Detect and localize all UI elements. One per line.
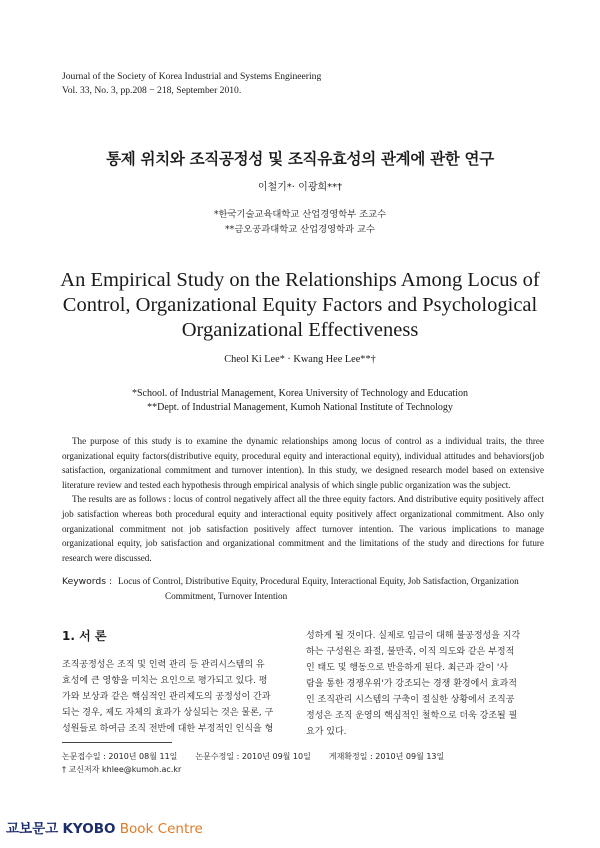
- abstract: [62, 434, 544, 565]
- korean-affiliation-1: *한국기술교육대학교 산업경영학부 조교수: [213, 209, 387, 220]
- watermark-english: KYOBO: [62, 821, 116, 837]
- received-date: 논문접수일 : 2010년 08월 11일: [62, 752, 178, 761]
- body-line: 하는 구성원은 좌절, 불만족, 이직 의도와 같은 부정적: [306, 647, 515, 657]
- korean-affiliations: [0, 207, 600, 237]
- body-line: 되는 경우, 제도 자체의 효과가 상실되는 것은 물론, 구: [62, 708, 274, 718]
- body-line: 인 조직관리 시스템의 구축이 절실한 상황에서 조직공: [306, 695, 515, 705]
- abstract-paragraph-1: The purpose of this study is to examine the dynamic relationships among locus of control as a individual traits, the three organizational equity factors(distributive equity, procedural equity and interactional equity), individual attitudes and behaviors(job satisfaction, organizational commitment and turnover intention). In this study, we designed research model based on extensive literature review and tested each hypothesis through empirical analysis of which single public organization was the subject.: [62, 436, 544, 490]
- revised-date: 논문수정일 : 2010년 09월 10일: [195, 752, 311, 761]
- watermark-sub: Book Centre: [119, 821, 203, 837]
- keywords-line-2: Commitment, Turnover Intention: [165, 591, 288, 601]
- body-line: 조직공정성은 조직 및 인력 관리 등 관리시스템의 유: [62, 660, 265, 670]
- keywords-label: Keywords :: [62, 576, 113, 587]
- english-affiliation-1: *School. of Industrial Management, Korea University of Technology and Education: [132, 388, 468, 399]
- abstract-paragraph-2: The results are as follows : locus of control negatively affect all the three equity factors. And distributive equity positively affect job satisfaction whereas both procedural equity and interactional equity positively affect organizational commitment. Also only organizational commitment not job satisfaction positively affect turnover intention. The various implications to manage organizational equity, job satisfaction and organizational commitment and the limitations of the study and directions for future research were discussed.: [62, 494, 544, 563]
- korean-affiliation-2: **금오공과대학교 산업경영학과 교수: [225, 224, 375, 235]
- body-line: 가와 보상과 같은 핵심적인 관리제도의 공정성이 간과: [62, 692, 271, 702]
- english-affiliations: [0, 387, 600, 415]
- footnote: [62, 750, 444, 776]
- english-affiliation-2: **Dept. of Industrial Management, Kumoh National Institute of Technology: [147, 402, 453, 413]
- keywords: [62, 574, 544, 604]
- english-title: [40, 268, 560, 343]
- journal-name: Journal of the Society of Korea Industrial and Systems Engineering: [62, 71, 322, 82]
- footnote-divider: [62, 742, 172, 743]
- body-line: 성하게 될 것이다. 실제로 임금이 대해 불공정성을 지각: [306, 631, 521, 641]
- body-line: 정성은 조직 운영의 핵심적인 철학으로 더욱 강조될 필: [306, 711, 518, 721]
- korean-title: 통제 위치와 조직공정성 및 조직유효성의 관계에 관한 연구: [106, 150, 494, 168]
- korean-authors: 이철기*· 이광희**†: [257, 182, 343, 193]
- english-title-line: Organizational Effectiveness: [181, 319, 419, 341]
- section-heading: 1. 서 론: [62, 629, 107, 643]
- body-column-right: [306, 628, 538, 740]
- journal-header: [62, 70, 321, 98]
- body-line: 효성에 큰 영향을 미치는 요인으로 평가되고 있다. 평: [62, 676, 268, 686]
- watermark-brand: 교보문고: [6, 821, 59, 837]
- kyobo-watermark: [6, 817, 203, 837]
- accepted-date: 게재확정일 : 2010년 09월 13일: [328, 752, 445, 761]
- keywords-line-1: Locus of Control, Distributive Equity, Procedural Equity, Interactional Equity, Job Satisfaction, Organization: [118, 576, 519, 586]
- body-line: 람을 통한 경쟁우위'가 강조되는 경쟁 환경에서 효과적: [306, 679, 517, 689]
- body-line: 인 태도 및 행동으로 반응하게 된다. 최근과 같이 '사: [306, 663, 509, 673]
- journal-volume: Vol. 33, No. 3, pp.208 − 218, September 2010.: [62, 85, 242, 96]
- english-authors: Cheol Ki Lee* · Kwang Hee Lee**†: [224, 354, 376, 365]
- body-line: 성원들로 하여금 조직 전반에 대한 부정적인 인식을 형: [62, 724, 274, 734]
- corresponding-author: † 교신저자 khlee@kumoh.ac.kr: [62, 765, 182, 774]
- body-line: 요가 있다.: [306, 727, 347, 737]
- english-title-line: Control, Organizational Equity Factors and Psychological: [62, 294, 538, 316]
- body-column-left: [62, 657, 294, 737]
- english-title-line: An Empirical Study on the Relationships Among Locus of: [60, 269, 540, 291]
